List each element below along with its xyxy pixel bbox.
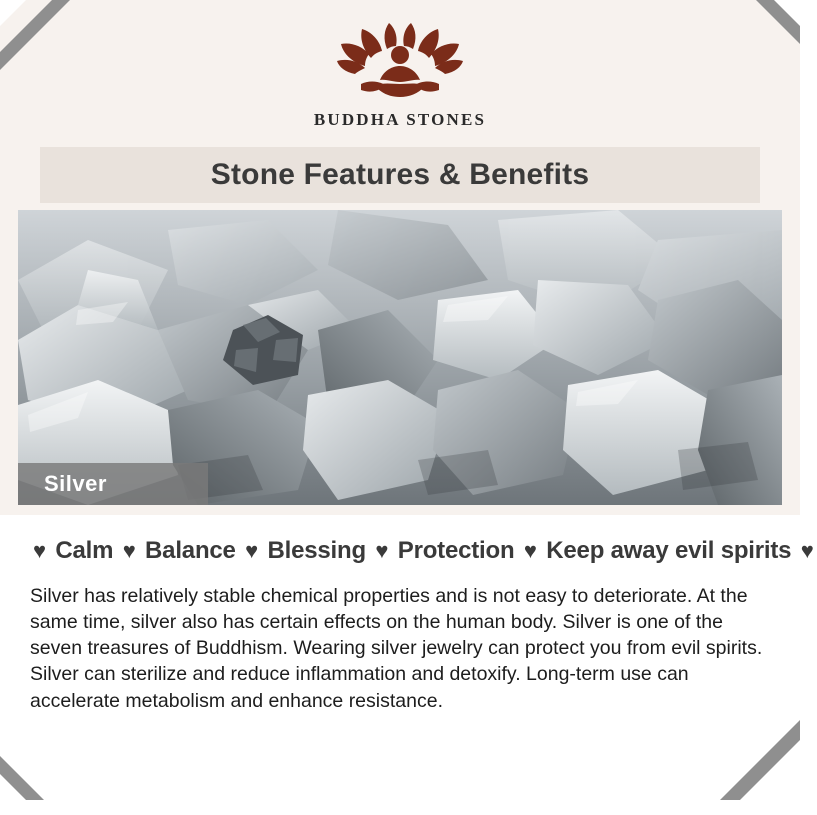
benefit-item-protection: Protection <box>397 537 515 564</box>
corner-notch-top-right <box>774 0 800 26</box>
description-text: Silver has relatively stable chemical properties and is not easy to deteriorate. At the same time, silver also has certain effects on the human body. Silver is one of the seven treasures of Buddhism. Wearing silver jewelry can protect you from evil spirits. Silver can sterilize and reduce inflammation and detoxify. Long-term use can accelerate metabolism and enhance resistance. <box>30 585 763 712</box>
hero-image <box>18 210 782 505</box>
lotus-meditation-figure-icon <box>335 22 465 108</box>
benefit-item-balance: Balance <box>145 537 236 564</box>
heart-icon: ♥ <box>122 538 136 563</box>
stone-name: Silver <box>44 471 107 496</box>
heart-icon: ♥ <box>245 538 259 563</box>
benefit-item-calm: Calm <box>55 537 114 564</box>
section-title-band <box>0 147 800 203</box>
stone-name-badge <box>18 463 208 505</box>
corner-notch-bottom-right <box>774 774 800 800</box>
content-panel <box>0 515 814 815</box>
benefits-line <box>30 537 814 565</box>
benefit-item-keep-away-evil-spirits: Keep away evil spirits <box>546 537 792 564</box>
heart-icon: ♥ <box>33 538 46 563</box>
brand-name: BUDDHA STONES <box>313 110 487 129</box>
brand-header <box>0 0 800 145</box>
page-title: Stone Features & Benefits <box>210 158 590 191</box>
heart-icon: ♥ <box>523 538 537 563</box>
silver-ore-illustration <box>18 210 782 505</box>
heart-icon: ♥ <box>375 538 389 563</box>
benefit-item-blessing: Blessing <box>267 537 366 564</box>
corner-notch-bottom-left <box>0 774 26 800</box>
corner-notch-top-left <box>0 0 26 26</box>
heart-icon: ♥ <box>800 538 814 563</box>
